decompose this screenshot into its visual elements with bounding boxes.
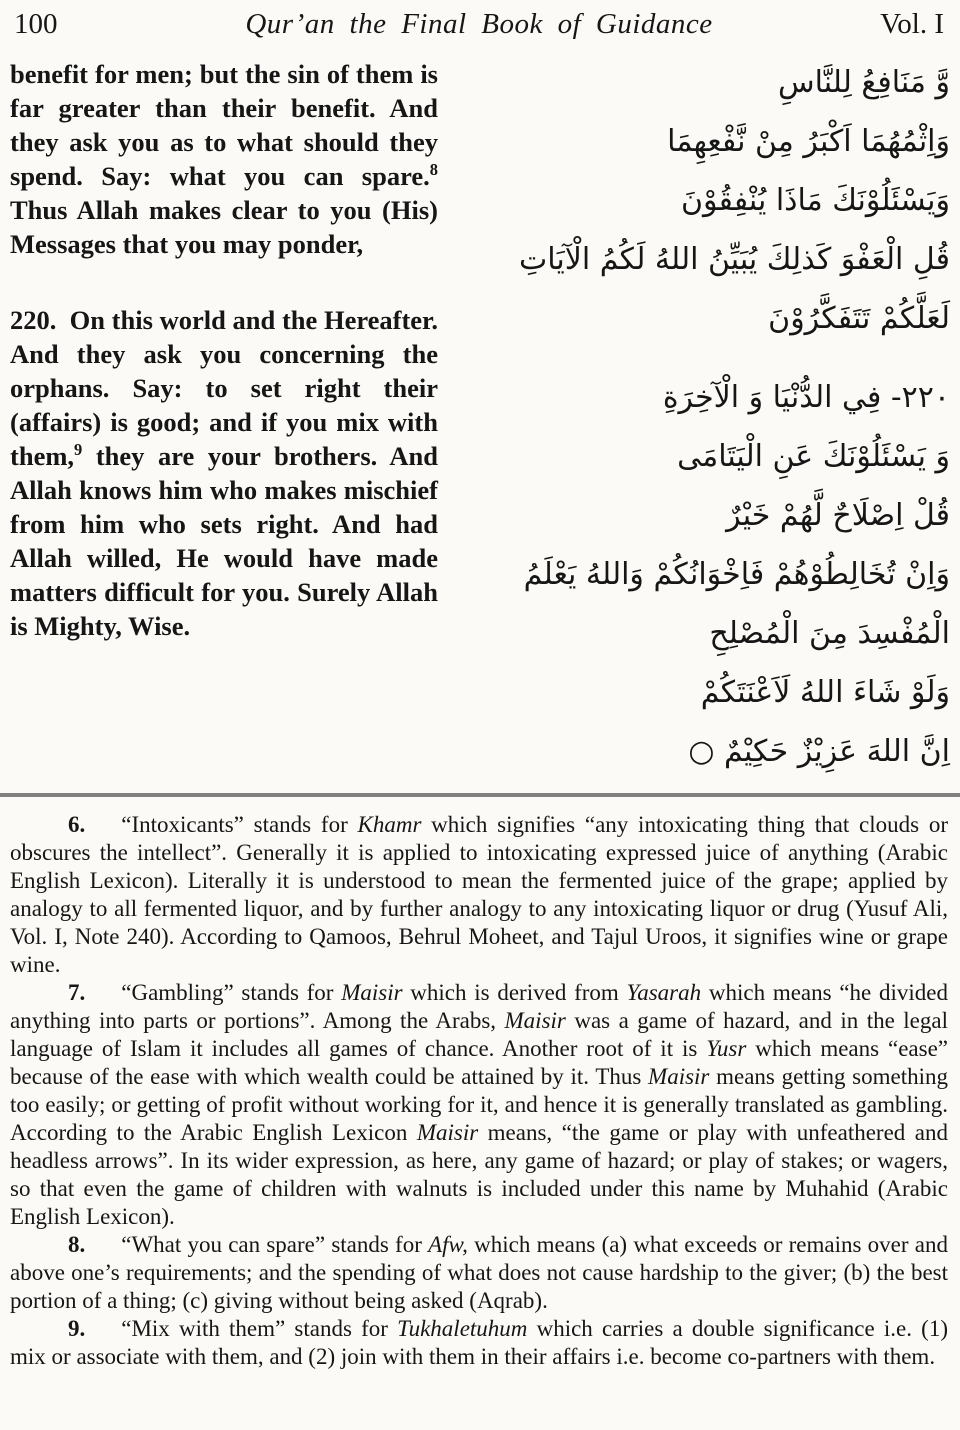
footnote-text: means getting something too easily; or getting of profit without working for it, and hence it is generally translated as gambling. According to the Arabic English Lexicon <box>10 1064 949 1145</box>
verse-section <box>0 41 960 793</box>
arabic-line: وَاِنْ تُخَالِطُوْهُمْ فَاِخْوَانُكُمْ وَاللهُ يَعْلَمُ <box>523 557 950 592</box>
translation-paragraph <box>10 303 438 643</box>
footnote-ref: 8 <box>429 160 438 180</box>
arabic-line: وَيَسْئَلُوْنَكَ مَاذَا يُنْفِقُوْنَ <box>681 183 950 218</box>
footnote-text: was a game of hazard, and in the legal language of Islam it includes all games of chance. Another root of it is <box>10 1008 948 1061</box>
footnote-text: Maisir <box>416 1120 479 1145</box>
translation-paragraph <box>10 57 438 261</box>
arabic-line: وَلَوْ شَاءَ اللهُ لَاَعْنَتَكُمْ <box>700 675 950 710</box>
footnote-text: means, “the game or play with unfeathered and headless arrows”. In its wider expression, as here, any game of hazard; or play of stakes; or wagers, so that even the game of children with walnuts is included under this name by Muhahid (Arabic English Lexicon). <box>10 1120 948 1229</box>
footnote-ref: 9 <box>74 440 83 460</box>
running-header <box>0 0 960 41</box>
translation-text: Thus Allah makes clear to you (His) Messages that you may ponder, <box>10 195 438 259</box>
footnote-text: which means (a) what exceeds or remains over and above one’s requirements; and the spending of what does not cause hardship to the giver; (b) the best portion of a thing; (c) giving without being asked (Aqrab). <box>10 1232 948 1313</box>
volume-label: Vol. I <box>880 8 944 40</box>
footnote <box>10 979 948 1231</box>
footnote-text: Khamr <box>357 812 422 837</box>
footnote-text: “Gambling” stands for <box>121 980 342 1005</box>
translation-text: benefit for men; but the sin of them is far greater than their benefit. And they ask you as to what should they spend. Say: what you can spare. <box>10 59 438 191</box>
footnote <box>10 1315 948 1371</box>
footnote-text: “Mix with them” stands for <box>121 1316 398 1341</box>
arabic-line: وَّ مَنَافِعُ لِلنَّاسِ <box>777 65 950 100</box>
arabic-line: اِنَّ اللهَ عَزِيْزٌ حَكِيْمٌ ○ <box>688 734 950 769</box>
footnote-number: 9. <box>68 1316 86 1341</box>
translation-text: they are your brothers. And Allah knows him who makes mischief from him who sets right. And had Allah willed, He would have made matters difficult for you. Surely Allah is Mighty, Wise. <box>10 441 438 641</box>
arabic-line: قُلْ اِصْلَاحٌ لَّهُمْ خَيْرٌ <box>726 498 950 533</box>
footnote-text: which means “ease” because of the ease with which wealth could be attained by it. Thus <box>10 1036 948 1089</box>
footnote-number: 7. <box>68 980 86 1005</box>
arabic-column <box>448 41 950 793</box>
footnote-text: Maisir <box>648 1064 710 1089</box>
footnotes-section <box>0 797 960 1371</box>
footnote-text: which signifies “any intoxicating thing that clouds or obscures the intellect”. Generally it is applied to intoxicating expressed juice of anything (Arabic English Lexicon). Literally it is understood to mean the fermented juice of the grape; applied by analogy to all fermented liquor, and by further analogy to any intoxicating liquor or drug (Yusuf Ali, Vol. I, Note 240). According to Qamoos, Behrul Moheet, and Tajul Uroos, it signifies wine or grape wine. <box>10 812 948 977</box>
footnote <box>10 1231 948 1315</box>
page-number: 100 <box>14 8 58 40</box>
footnote-text: which is derived from <box>402 980 627 1005</box>
running-title: Qur’an the Final Book of Guidance <box>245 8 713 40</box>
footnote-text: “Intoxicants” stands for <box>121 812 358 837</box>
footnote-number: 8. <box>68 1232 86 1257</box>
footnote-text: Yasarah <box>626 980 702 1005</box>
footnote-text: which carries a double significance i.e. (1) mix or associate with them, and (2) join with them in their affairs i.e. become co-partners with them. <box>10 1316 948 1369</box>
arabic-line: ٢٢٠- فِي الدُّنْيَا وَ الْآخِرَةِ <box>662 380 950 415</box>
footnote-number: 6. <box>68 812 86 837</box>
footnote <box>10 811 948 979</box>
arabic-verse-block <box>448 368 950 781</box>
translation-column <box>10 41 438 793</box>
arabic-line: وَ يَسْئَلُوْنَكَ عَنِ الْيَتَامَى <box>677 439 950 474</box>
arabic-line: لَعَلَّكُمْ تَتَفَكَّرُوْنَ <box>768 301 950 336</box>
footnote-text: Maisir <box>504 1008 566 1033</box>
arabic-line: الْمُفْسِدَ مِنَ الْمُصْلِحِ <box>709 616 950 651</box>
footnote-text: Afw, <box>428 1232 468 1257</box>
footnote-text: Yusr <box>706 1036 747 1061</box>
footnote-text: Tukhaletuhum <box>397 1316 528 1341</box>
arabic-line: وَاِثْمُهُمَا اَكْبَرُ مِنْ نَّفْعِهِمَا <box>667 124 950 159</box>
footnote-text: Maisir <box>341 980 403 1005</box>
translation-text: 220. On this world and the Hereafter. And they ask you concerning the orphans. Say: to set right their (affairs) is good; and if you mix with them, <box>10 305 438 471</box>
arabic-verse-block <box>448 53 950 348</box>
footnote-text: “What you can spare” stands for <box>121 1232 429 1257</box>
arabic-line: قُلِ الْعَفْوَ كَذلِكَ يُبَيِّنُ اللهُ لَكُمُ الْآيَاتِ <box>519 242 950 277</box>
footnote-text: which means “he divided anything into parts or portions”. Among the Arabs, <box>10 980 948 1033</box>
